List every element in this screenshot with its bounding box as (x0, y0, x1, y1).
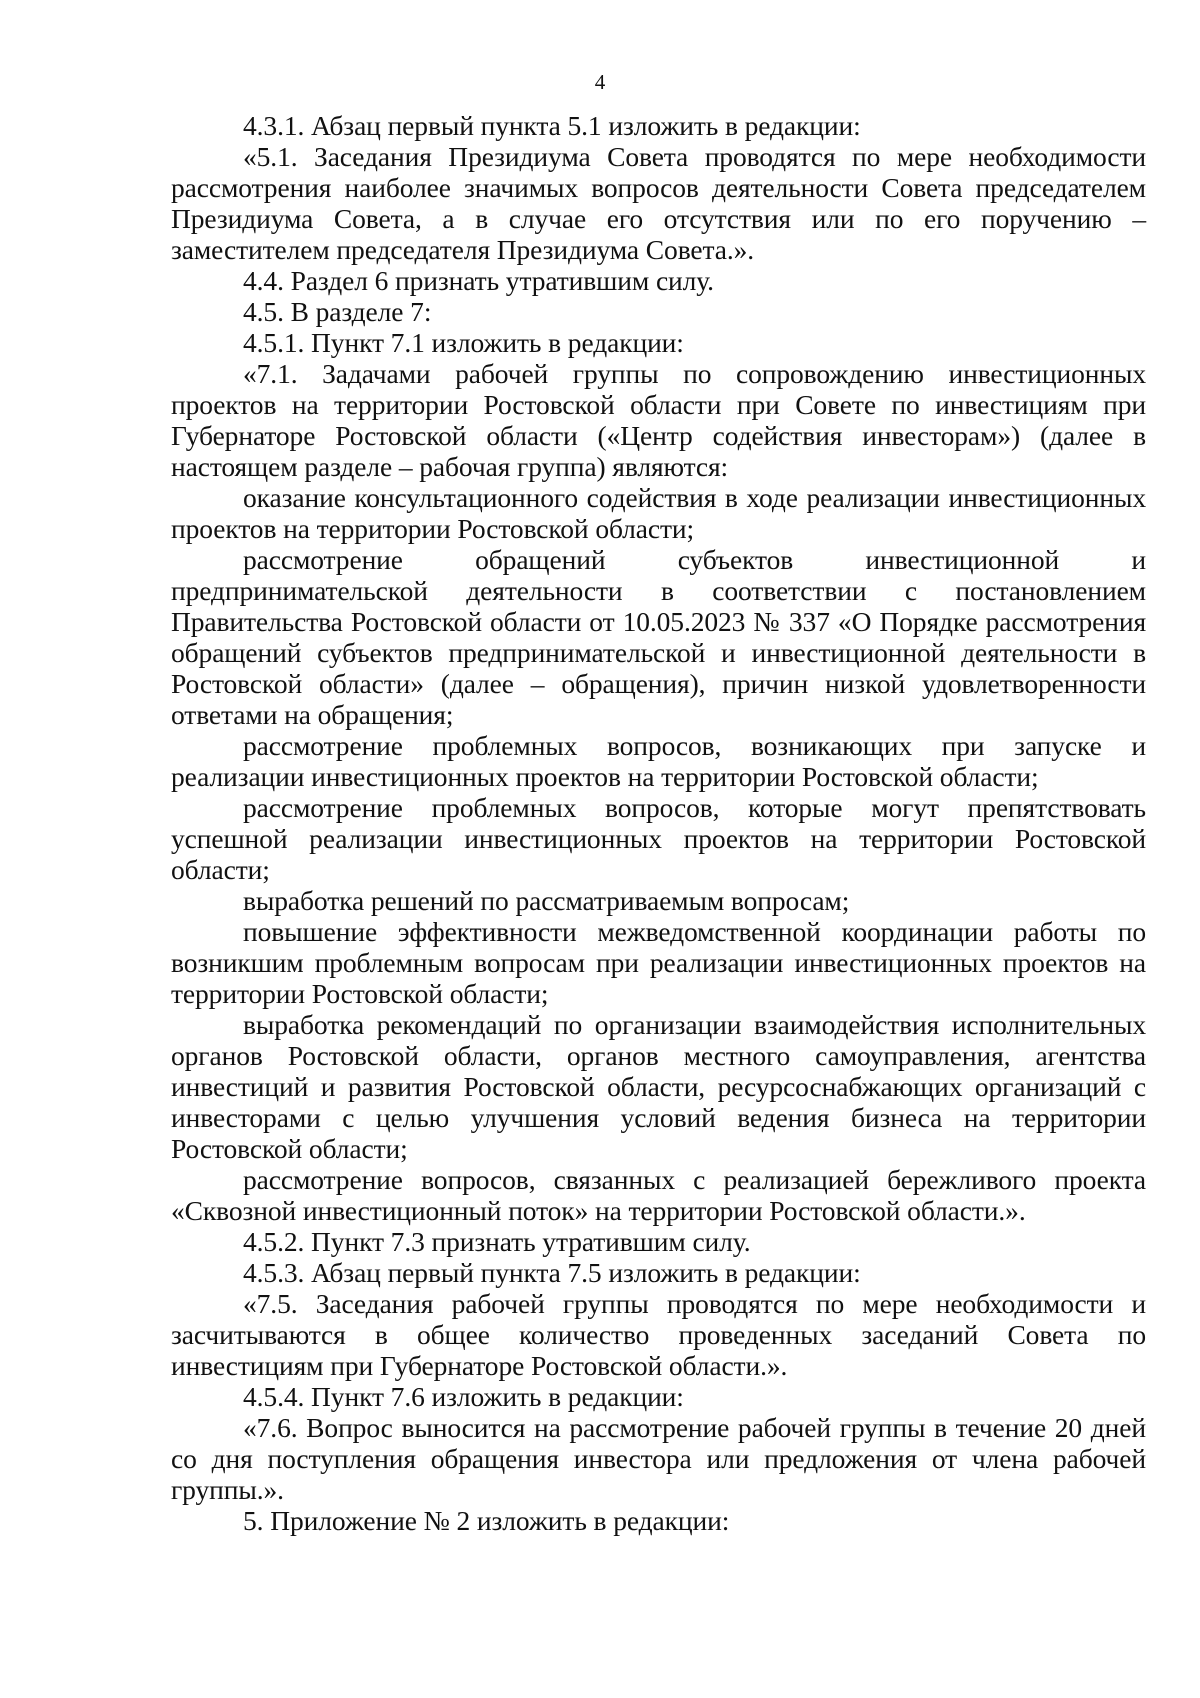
paragraph-5: 5. Приложение № 2 изложить в редакции: (243, 1505, 730, 1536)
paragraph-quote-5-1: «5.1. Заседания Президиума Совета проводятся по мере необходимости рассмотрения наиболее значимых вопросов деятельности Совета председателем Президиума Совета, а в случае его отсутствия или по его поручению – заместителем председателя Президиума Совета.». (171, 141, 1146, 265)
paragraph-4-5-3: 4.5.3. Абзац первый пункта 7.5 изложить в редакции: (243, 1257, 861, 1288)
paragraph-4-5-2: 4.5.2. Пункт 7.3 признать утратившим силу. (243, 1226, 751, 1257)
list-item-task: повышение эффективности межведомственной координации работы по возникшим проблемным вопросам при реализации инвестиционных проектов на территории Ростовской области; (171, 916, 1146, 1009)
list-item-task: рассмотрение вопросов, связанных с реализацией бережливого проекта «Сквозной инвестиционный поток» на территории Ростовской области.». (171, 1164, 1146, 1226)
paragraph-quote-7-1: «7.1. Задачами рабочей группы по сопровождению инвестиционных проектов на территории Ростовской области при Совете по инвестициям при Губернаторе Ростовской области («Центр содействия инвесторам») (далее в настоящем разделе – рабочая группа) являются: (171, 358, 1146, 482)
paragraph-quote-7-5: «7.5. Заседания рабочей группы проводятся по мере необходимости и засчитываются в общее количество проведенных заседаний Совета по инвестициям при Губернаторе Ростовской области.». (171, 1288, 1146, 1381)
page-number: 4 (594, 70, 606, 94)
list-item-task: рассмотрение проблемных вопросов, которые могут препятствовать успешной реализации инвестиционных проектов на территории Ростовской области; (171, 792, 1146, 885)
paragraph-4-4: 4.4. Раздел 6 признать утратившим силу. (243, 265, 714, 296)
list-item-task: оказание консультационного содействия в ходе реализации инвестиционных проектов на территории Ростовской области; (171, 482, 1146, 544)
list-item-task: рассмотрение обращений субъектов инвестиционной и предпринимательской деятельности в соответствии с постановлением Правительства Ростовской области от 10.05.2023 № 337 «О Порядке рассмотрения обращений субъектов предпринимательской и инвестиционной деятельности в Ростовской области» (далее – обращения), причин низкой удовлетворенности ответами на обращения; (171, 544, 1146, 730)
paragraph-4-5-1: 4.5.1. Пункт 7.1 изложить в редакции: (243, 327, 684, 358)
document-body (171, 110, 1146, 1536)
list-item-task: выработка рекомендаций по организации взаимодействия исполнительных органов Ростовской области, органов местного самоуправления, агентства инвестиций и развития Ростовской области, ресурсоснабжающих организаций с инвесторами с целью улучшения условий ведения бизнеса на территории Ростовской области; (171, 1009, 1146, 1164)
paragraph-4-3-1: 4.3.1. Абзац первый пункта 5.1 изложить в редакции: (243, 110, 861, 141)
paragraph-4-5: 4.5. В разделе 7: (243, 296, 432, 327)
paragraph-quote-7-6: «7.6. Вопрос выносится на рассмотрение рабочей группы в течение 20 дней со дня поступления обращения инвестора или предложения от члена рабочей группы.». (171, 1412, 1146, 1505)
list-item-task: выработка решений по рассматриваемым вопросам; (243, 885, 850, 916)
paragraph-4-5-4: 4.5.4. Пункт 7.6 изложить в редакции: (243, 1381, 684, 1412)
list-item-task: рассмотрение проблемных вопросов, возникающих при запуске и реализации инвестиционных проектов на территории Ростовской области; (171, 730, 1146, 792)
